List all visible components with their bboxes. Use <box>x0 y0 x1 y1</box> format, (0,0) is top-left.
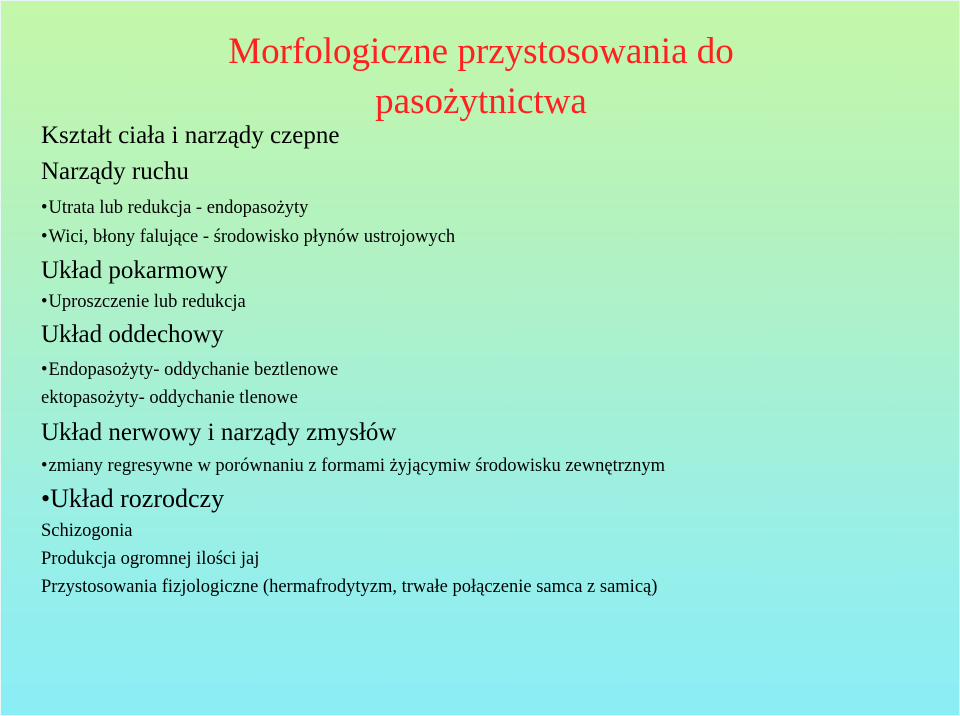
heading-ksztalt-ciala: Kształt ciała i narządy czepne <box>41 122 340 149</box>
line-produkcja-jaj: Produkcja ogromnej ilości jaj <box>41 549 260 569</box>
line-przystosowania-fizjologiczne: Przystosowania fizjologiczne (hermafrodytyzm, trwałe połączenie samca z samicą) <box>41 577 658 597</box>
bullet-dot: • <box>41 198 48 218</box>
line-schizogonia: Schizogonia <box>41 521 133 541</box>
line-ektopasozyty: ektopasożyty- oddychanie tlenowe <box>41 388 298 408</box>
title-line-1: Morfologiczne przystosowania do <box>228 31 734 72</box>
bullet-endopasozyty: •Endopasożyty- oddychanie beztlenowe <box>41 360 339 380</box>
bullet-wici-blony: •Wici, błony falujące - środowisko płynów ustrojowych <box>41 227 456 247</box>
bullet-dot: • <box>41 292 48 312</box>
bullet-utrata-lub-redukcja: •Utrata lub redukcja - endopasożyty <box>41 198 309 218</box>
bullet-dot: • <box>41 456 48 476</box>
bullet-uproszczenie: •Uproszczenie lub redukcja <box>41 292 246 312</box>
bullet-dot: • <box>41 484 51 513</box>
heading-uklad-rozrodczy: •Układ rozrodczy <box>41 484 225 513</box>
bullet-dot: • <box>41 360 48 380</box>
heading-uklad-nerwowy: Układ nerwowy i narządy zmysłów <box>41 419 397 446</box>
bullet-zmiany-regresywne: •zmiany regresywne w porównaniu z formami żyjącymiw środowisku zewnętrznym <box>41 456 665 476</box>
heading-narzady-ruchu: Narządy ruchu <box>41 158 189 185</box>
heading-uklad-pokarmowy: Układ pokarmowy <box>41 257 228 284</box>
bullet-dot: • <box>41 227 48 247</box>
slide-title <box>161 27 801 127</box>
title-line-2: pasożytnictwa <box>375 81 587 122</box>
heading-uklad-oddechowy: Układ oddechowy <box>41 321 224 348</box>
